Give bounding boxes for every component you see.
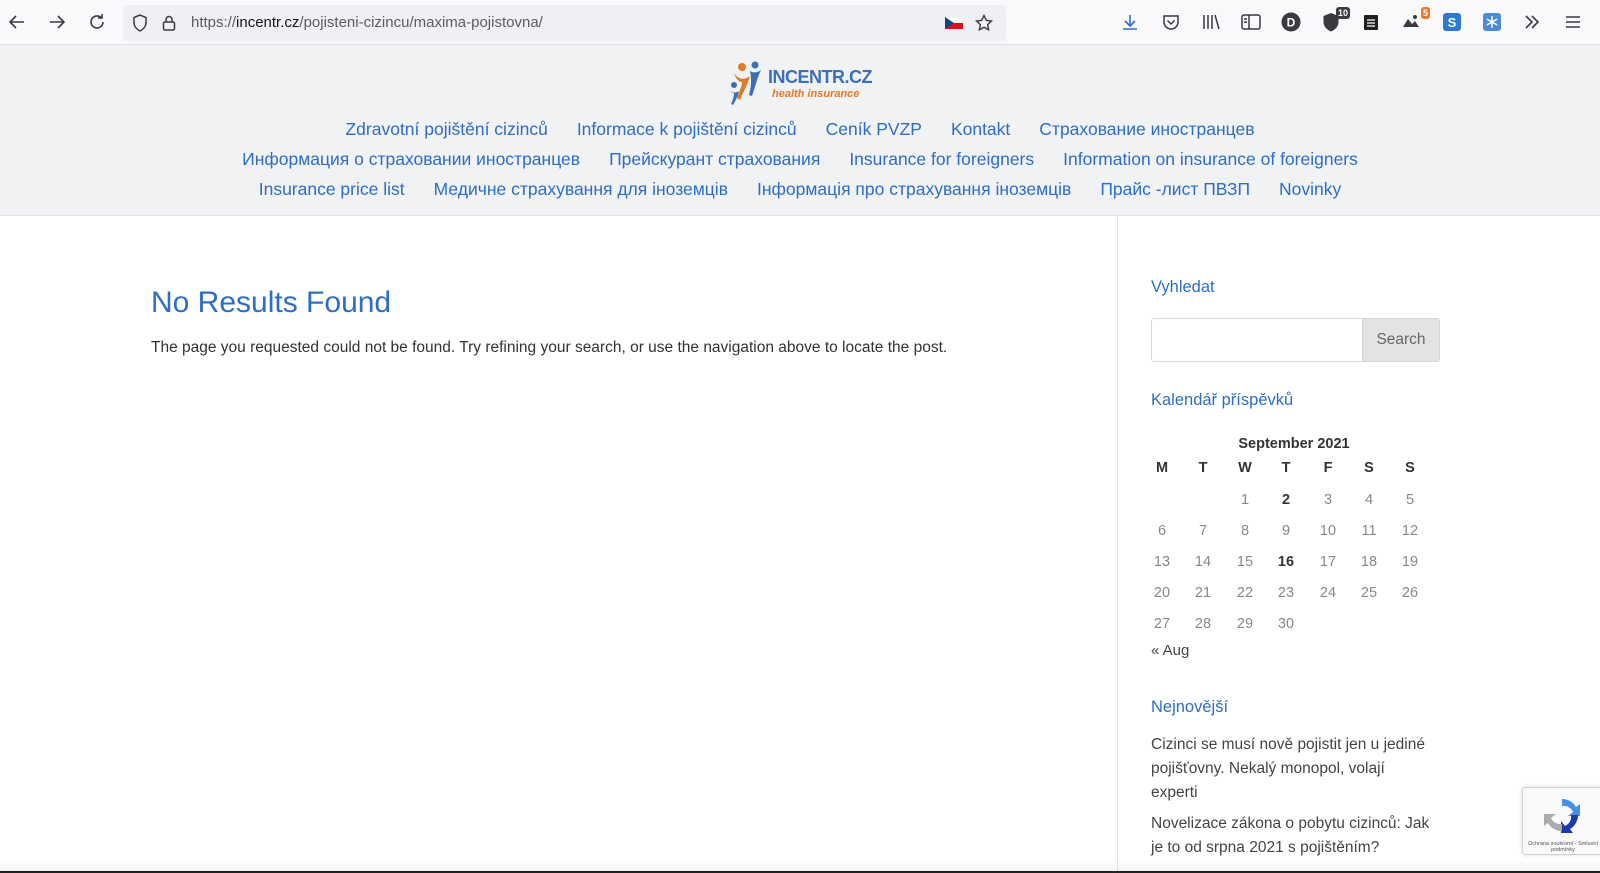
calendar-weekday: M bbox=[1155, 460, 1169, 476]
main-nav-row-3 bbox=[0, 179, 1600, 200]
pocket-icon[interactable] bbox=[1160, 11, 1182, 33]
url-scheme: https:// bbox=[191, 14, 237, 31]
calendar-day: 24 bbox=[1319, 585, 1337, 601]
calendar-widget-title: Kalendář příspěvků bbox=[1151, 391, 1294, 409]
no-results-message: The page you requested could not be found. Try refining your search, or use the navigation above to locate the post. bbox=[151, 339, 948, 356]
calendar-weekday: F bbox=[1323, 460, 1333, 476]
calendar-day: 9 bbox=[1281, 523, 1291, 539]
back-arrow-icon[interactable] bbox=[5, 10, 29, 34]
svg-text:S: S bbox=[1447, 15, 1457, 30]
site-header bbox=[0, 45, 1600, 216]
url-path: /pojisteni-cizincu/maxima-pojistovna/ bbox=[299, 14, 543, 31]
nav-item-price-list-en[interactable]: Insurance price list bbox=[258, 179, 405, 199]
reload-icon[interactable] bbox=[85, 10, 109, 34]
calendar-day: 28 bbox=[1194, 616, 1212, 632]
search-button[interactable]: Search bbox=[1362, 318, 1440, 362]
latest-post-link[interactable]: Novelizace zákona o pobytu cizinců: Jak je to od srpna 2021 s pojištěním? bbox=[1151, 815, 1430, 856]
search-widget-title: Vyhledat bbox=[1151, 278, 1215, 296]
shield-icon[interactable] bbox=[131, 14, 149, 32]
page-title: No Results Found bbox=[151, 286, 392, 319]
extension-icon[interactable] bbox=[1400, 8, 1428, 33]
download-icon[interactable] bbox=[1119, 11, 1141, 33]
forward-arrow-icon[interactable] bbox=[45, 10, 69, 34]
extension-badge-count: 10 bbox=[1337, 8, 1348, 18]
notes-icon[interactable] bbox=[1360, 11, 1382, 33]
recaptcha-logo-icon bbox=[1541, 794, 1583, 836]
site-logo[interactable] bbox=[728, 61, 872, 107]
calendar-weekday: W bbox=[1238, 460, 1252, 476]
nav-item-strahuvannya-ua[interactable]: Медичне страхування для іноземців bbox=[433, 179, 728, 199]
calendar-day: 22 bbox=[1236, 585, 1254, 601]
calendar-day: 12 bbox=[1401, 523, 1419, 539]
recaptcha-badge[interactable] bbox=[1522, 787, 1600, 855]
calendar-weekday: T bbox=[1198, 460, 1208, 476]
recaptcha-links[interactable]: Ochrana soukromí - Smluvní podmínky bbox=[1528, 841, 1598, 853]
main-nav-row-2 bbox=[0, 149, 1600, 170]
nav-item-price-list-ua[interactable]: Прайс -лист ПВЗП bbox=[1100, 179, 1251, 199]
calendar-day: 15 bbox=[1236, 554, 1254, 570]
calendar-day-link[interactable]: 2 bbox=[1281, 492, 1291, 508]
calendar-day: 26 bbox=[1401, 585, 1419, 601]
latest-post-link[interactable]: Cizinci se musí nově pojistit jen u jediné pojišťovny. Nekalý monopol, volají experti bbox=[1151, 736, 1425, 801]
calendar-day: 17 bbox=[1319, 554, 1337, 570]
calendar-day: 13 bbox=[1153, 554, 1171, 570]
nav-item-kontakt[interactable]: Kontakt bbox=[950, 119, 1011, 139]
url-host: incentr.cz bbox=[236, 14, 300, 31]
latest-posts-title: Nejnovější bbox=[1151, 698, 1229, 716]
calendar-day: 3 bbox=[1323, 492, 1333, 508]
calendar-day: 29 bbox=[1236, 616, 1254, 632]
calendar-day: 5 bbox=[1405, 492, 1415, 508]
nav-item-novinky[interactable]: Novinky bbox=[1279, 179, 1342, 199]
nav-item-strahovanie-ru[interactable]: Страхование иностранцев bbox=[1039, 119, 1255, 139]
s-icon[interactable] bbox=[1441, 11, 1463, 33]
calendar-day: 10 bbox=[1319, 523, 1337, 539]
calendar-day: 27 bbox=[1153, 616, 1171, 632]
calendar-weekday: T bbox=[1281, 460, 1291, 476]
calendar-day: 25 bbox=[1360, 585, 1378, 601]
calendar-day-link[interactable]: 16 bbox=[1277, 554, 1295, 570]
calendar-prev-month-link[interactable]: « Aug bbox=[1151, 642, 1190, 659]
sidebar-icon[interactable] bbox=[1240, 11, 1262, 33]
menu-icon[interactable] bbox=[1562, 11, 1584, 33]
calendar-day: 6 bbox=[1157, 523, 1167, 539]
calendar-day: 23 bbox=[1277, 585, 1295, 601]
calendar-day: 14 bbox=[1194, 554, 1212, 570]
nav-item-informace[interactable]: Informace k pojištění cizinců bbox=[576, 119, 797, 139]
snowflake-icon[interactable] bbox=[1481, 11, 1503, 33]
overflow-icon[interactable] bbox=[1521, 11, 1543, 33]
star-icon[interactable] bbox=[975, 14, 993, 32]
nav-item-preiskurant-ru[interactable]: Прейскурант страхования bbox=[609, 149, 821, 169]
url-text[interactable] bbox=[191, 14, 543, 31]
calendar-day: 4 bbox=[1364, 492, 1374, 508]
calendar-day: 21 bbox=[1194, 585, 1212, 601]
search-input[interactable] bbox=[1151, 318, 1362, 362]
calendar-day: 19 bbox=[1401, 554, 1419, 570]
profile-icon[interactable] bbox=[1280, 11, 1302, 33]
logo-name: INCENTR.CZ bbox=[768, 67, 872, 87]
calendar-day: 7 bbox=[1198, 523, 1208, 539]
czech-flag-icon[interactable] bbox=[945, 14, 963, 32]
library-icon[interactable] bbox=[1200, 11, 1222, 33]
calendar-day: 1 bbox=[1240, 492, 1250, 508]
calendar-day: 11 bbox=[1361, 523, 1377, 539]
logo-figures-icon bbox=[728, 61, 766, 107]
profile-letter: D bbox=[1286, 15, 1296, 30]
nav-item-informaciya-ua[interactable]: Інформація про страхування іноземців bbox=[757, 179, 1072, 199]
calendar-day: 18 bbox=[1360, 554, 1378, 570]
calendar-day: 8 bbox=[1240, 523, 1250, 539]
extension-badge-count-b: 5 bbox=[1422, 8, 1428, 18]
lock-icon[interactable] bbox=[160, 14, 178, 32]
calendar-caption: September 2021 bbox=[1238, 436, 1350, 452]
ublock-icon[interactable] bbox=[1320, 8, 1348, 33]
nav-item-information-en[interactable]: Information on insurance of foreigners bbox=[1063, 149, 1358, 169]
address-bar[interactable] bbox=[123, 5, 1006, 41]
nav-item-zdravotni-pojisteni[interactable]: Zdravotní pojištění cizinců bbox=[345, 119, 548, 139]
main-content bbox=[0, 216, 1600, 873]
sidebar-divider bbox=[1117, 216, 1118, 873]
nav-item-informaciya-ru[interactable]: Информация о страховании иностранцев bbox=[242, 149, 581, 169]
calendar-weekday: S bbox=[1364, 460, 1374, 476]
browser-toolbar bbox=[0, 0, 1600, 45]
calendar-weekday: S bbox=[1405, 460, 1415, 476]
main-nav-row-1 bbox=[0, 119, 1600, 140]
nav-item-cenik[interactable]: Ceník PVZP bbox=[825, 119, 922, 139]
calendar-day: 20 bbox=[1153, 585, 1171, 601]
logo-tagline: health insurance bbox=[772, 88, 860, 100]
calendar-day: 30 bbox=[1277, 616, 1295, 632]
nav-item-insurance-en[interactable]: Insurance for foreigners bbox=[849, 149, 1035, 169]
